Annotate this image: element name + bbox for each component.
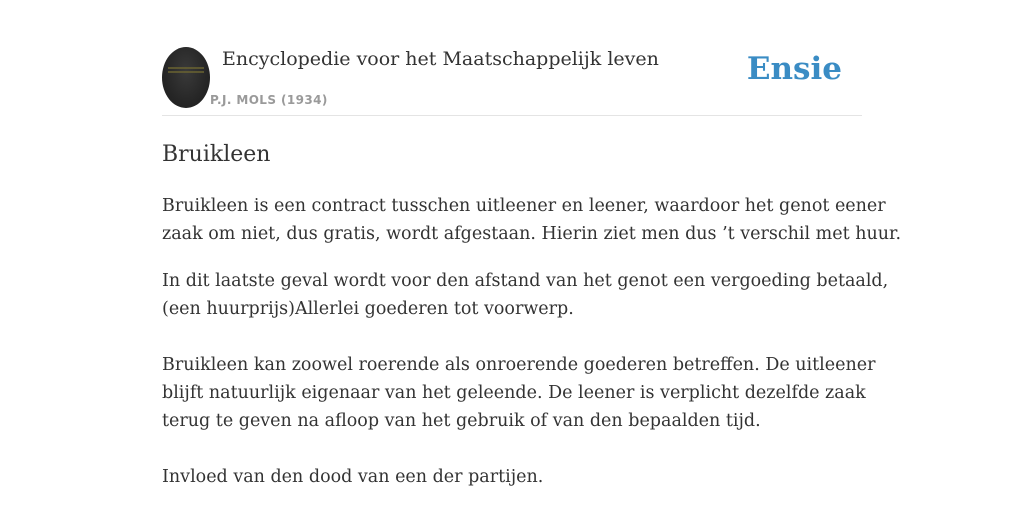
body-line: blijft natuurlijk eigenaar van het geleende. De leener is verplicht dezelfde zaak: [162, 383, 866, 403]
body-line: terug te geven na afloop van het gebruik of van den bepaalden tijd.: [162, 411, 761, 431]
body-line: Bruikleen is een contract tusschen uitleener en leener, waardoor het genot eener: [162, 196, 886, 216]
body-line: In dit laatste geval wordt voor den afstand van het genot een vergoeding betaald,: [162, 271, 889, 291]
body-line: Invloed van den dood van een der partijen.: [162, 467, 544, 487]
cover-title-stripe: [168, 67, 204, 69]
paragraph-spacer: [162, 435, 862, 463]
cover-title-stripe: [168, 71, 204, 73]
brand-logo[interactable]: Ensie: [746, 51, 842, 87]
header: [162, 47, 862, 116]
body-line: zaak om niet, dus gratis, wordt afgestaan. Hierin ziet men dus ’t verschil met huur.: [162, 224, 902, 244]
entry-title: Bruikleen: [162, 142, 271, 167]
entry-body: [162, 192, 902, 491]
book-cover-icon[interactable]: [162, 47, 210, 108]
body-line: Bruikleen kan zoowel roerende als onroerende goederen betreffen. De uitleener: [162, 355, 876, 375]
paragraph-spacer: [162, 323, 862, 351]
book-title[interactable]: Encyclopedie voor het Maatschappelijk leven: [222, 48, 659, 70]
paragraph-spacer: [162, 248, 862, 267]
book-author: P.J. MOLS (1934): [210, 93, 328, 107]
body-line: (een huurprijs)Allerlei goederen tot voorwerp.: [162, 299, 574, 319]
